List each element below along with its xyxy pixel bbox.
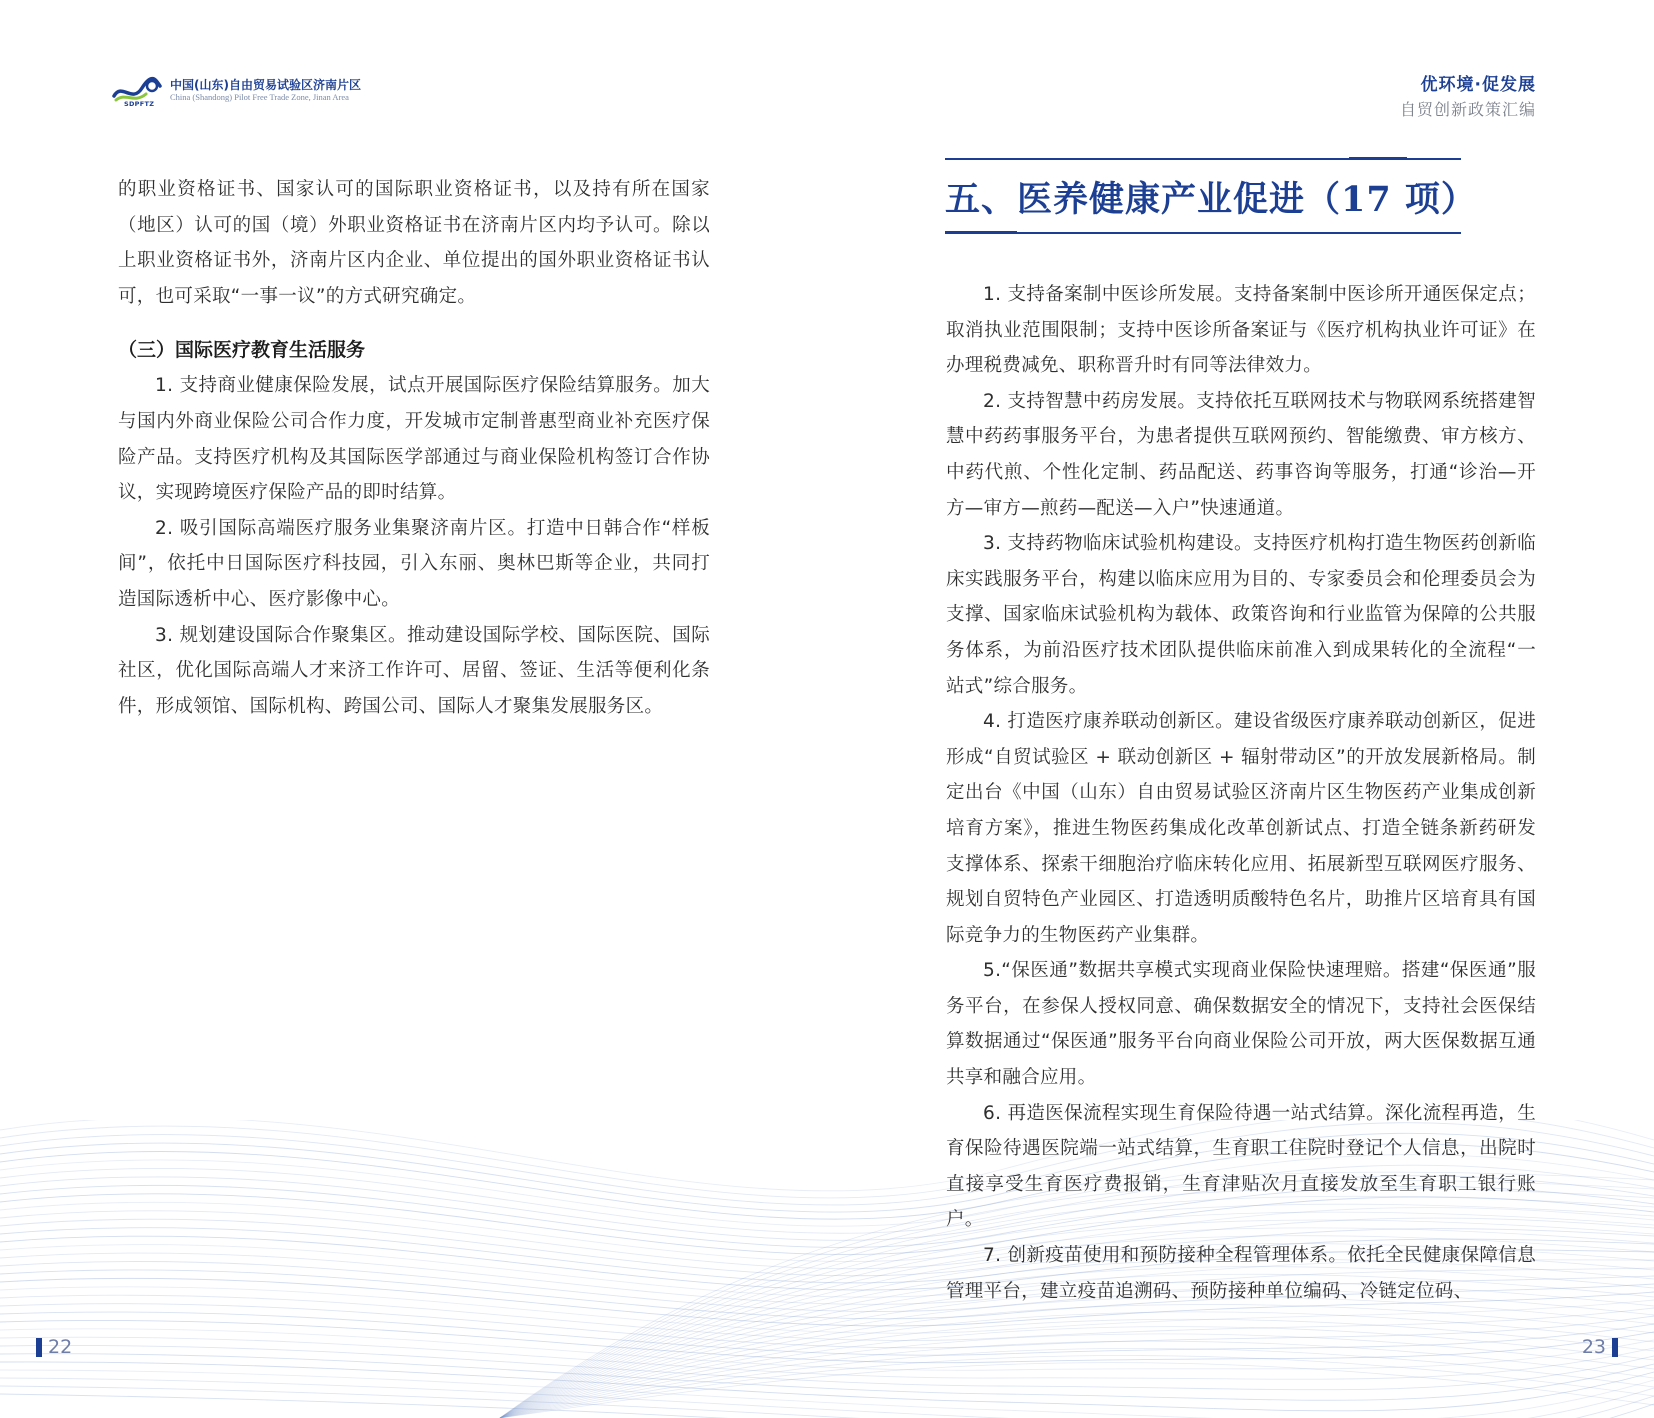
publication-subtitle: 自贸创新政策汇编 [1399,100,1536,119]
wave-line [0,1362,1654,1411]
list-item: 3. 规划建设国际合作聚集区。推动建设国际学校、国际医院、国际社区，优化国际高端人才来济工作许可、居留、签证、生活等便利化条件，形成领馆、国际机构、跨国公司、国际人才聚集发展服务区。 [118,624,710,717]
logo-abbreviation: SDPFTZ [124,100,155,108]
publication-title: 优环境·促发展 [1420,75,1536,95]
list-item: 5.“保医通”数据共享模式实现商业保险快速理赔。搭建“保医通”服务平台，在参保人授权同意、确保数据安全的情况下，支持社会医保结算数据通过“保医通”服务平台向商业保险公司开放，两大医保数据互通共享和融合应用。 [946,960,1536,1089]
section-title: 五、医养健康产业促进（17 项） [945,179,1477,220]
list-item: 2. 吸引国际高端医疗服务业集聚济南片区。打造中日韩合作“样板间”，依托中日国际医疗科技园，引入东丽、奥林巴斯等企业，共同打造国际透析中心、医疗影像中心。 [118,517,710,610]
list-item: 3. 支持药物临床试验机构建设。支持医疗机构打造生物医药创新临床实践服务平台，构建以临床应用为目的、专家委员会和伦理委员会为支撑、国家临床试验机构为载体、政策咨询和行业监管为保障的公共服务体系，为前沿医疗技术团队提供临床前准入到成果转化的全流程“一站式”综合服务。 [946,533,1536,697]
wave-line [0,1304,1654,1348]
list-item: 2. 支持智慧中药房发展。支持依托互联网技术与物联网系统搭建智慧中药药事服务平台，为患者提供互联网预约、智能缴费、审方核方、中药代煎、个性化定制、药品配送、药事咨询等服务，打通“诊治—开方—审方—煎药—配送—入户”快速通道。 [946,390,1536,519]
page-number-bar [36,1338,42,1357]
page-number: 22 [48,1336,73,1358]
list-item: 6. 再造医保流程实现生育保险待遇一站式结算。深化流程再造，生育保险待遇医院端一站式结算，生育职工住院时登记个人信息，出院时直接享受生育医疗费报销，生育津贴次月直接发放至生育职工银行账户。 [946,1102,1536,1231]
logo-chinese-name: 中国(山东)自由贸易试验区济南片区 [170,78,361,93]
page-number-left [36,1336,72,1358]
logo-english-name: China (Shandong) Pilot Free Trade Zone, Jinan Area [170,92,349,103]
list-item: 7. 创新疫苗使用和预防接种全程管理体系。依托全民健康保障信息管理平台，建立疫苗追溯码、预防接种单位编码、冷链定位码、 [946,1245,1536,1302]
sdpftz-logo-icon [112,74,162,108]
section-title-block [945,158,1477,234]
logo [112,74,361,108]
page-number-bar [1612,1338,1618,1357]
left-page-body [118,172,710,724]
wave-line [500,1334,1654,1418]
list-item: 1. 支持备案制中医诊所发展。支持备案制中医诊所开通医保定点；取消执业范围限制；支持中医诊所备案证与《医疗机构执业许可证》在办理税费减免、职称晋升时有同等法律效力。 [946,284,1536,377]
list-item: 4. 打造医疗康养联动创新区。建设省级医疗康养联动创新区，促进形成“自贸试验区 + 联动创新区 + 辐射带动区”的开放发展新格局。制定出台《中国（山东）自由贸易试验区济南片区生物医药产业集成创新培育方案》，推进生物医药集成化改革创新试点、打造全链条新药研发支撑体系、探索干细胞治疗临床转化应用、拓展新型互联网医疗服务、规划自贸特色产业园区、打造透明质酸特色名片，助推片区培育具有国际竞争力的生物医药产业集群。 [946,711,1536,946]
title-rule-bottom-accent [945,231,1017,234]
page-number-right [1582,1336,1618,1358]
paragraph: 的职业资格证书、国家认可的国际职业资格证书，以及持有所在国家（地区）认可的国（境）外职业资格证书在济南片区内均予认可。除以上职业资格证书外，济南片区内企业、单位提出的国外职业资格证书认可，也可采取“一事一议”的方式研究确定。 [118,179,710,307]
wave-line [0,1378,1654,1418]
title-rule-top-accent [1349,157,1407,160]
wave-line [0,1394,1654,1418]
title-rule-bottom [945,232,1461,234]
publication-header [1400,70,1536,120]
right-page-body [946,277,1536,1309]
page-number: 23 [1581,1336,1606,1358]
subheading: （三）国际医疗教育生活服务 [118,339,366,362]
list-item: 1. 支持商业健康保险发展，试点开展国际医疗保险结算服务。加大与国内外商业保险公司合作力度，开发城市定制普惠型商业补充医疗保险产品。支持医疗机构及其国际医学部通过与商业保险机构签订合作协议，实现跨境医疗保险产品的即时结算。 [118,375,710,504]
